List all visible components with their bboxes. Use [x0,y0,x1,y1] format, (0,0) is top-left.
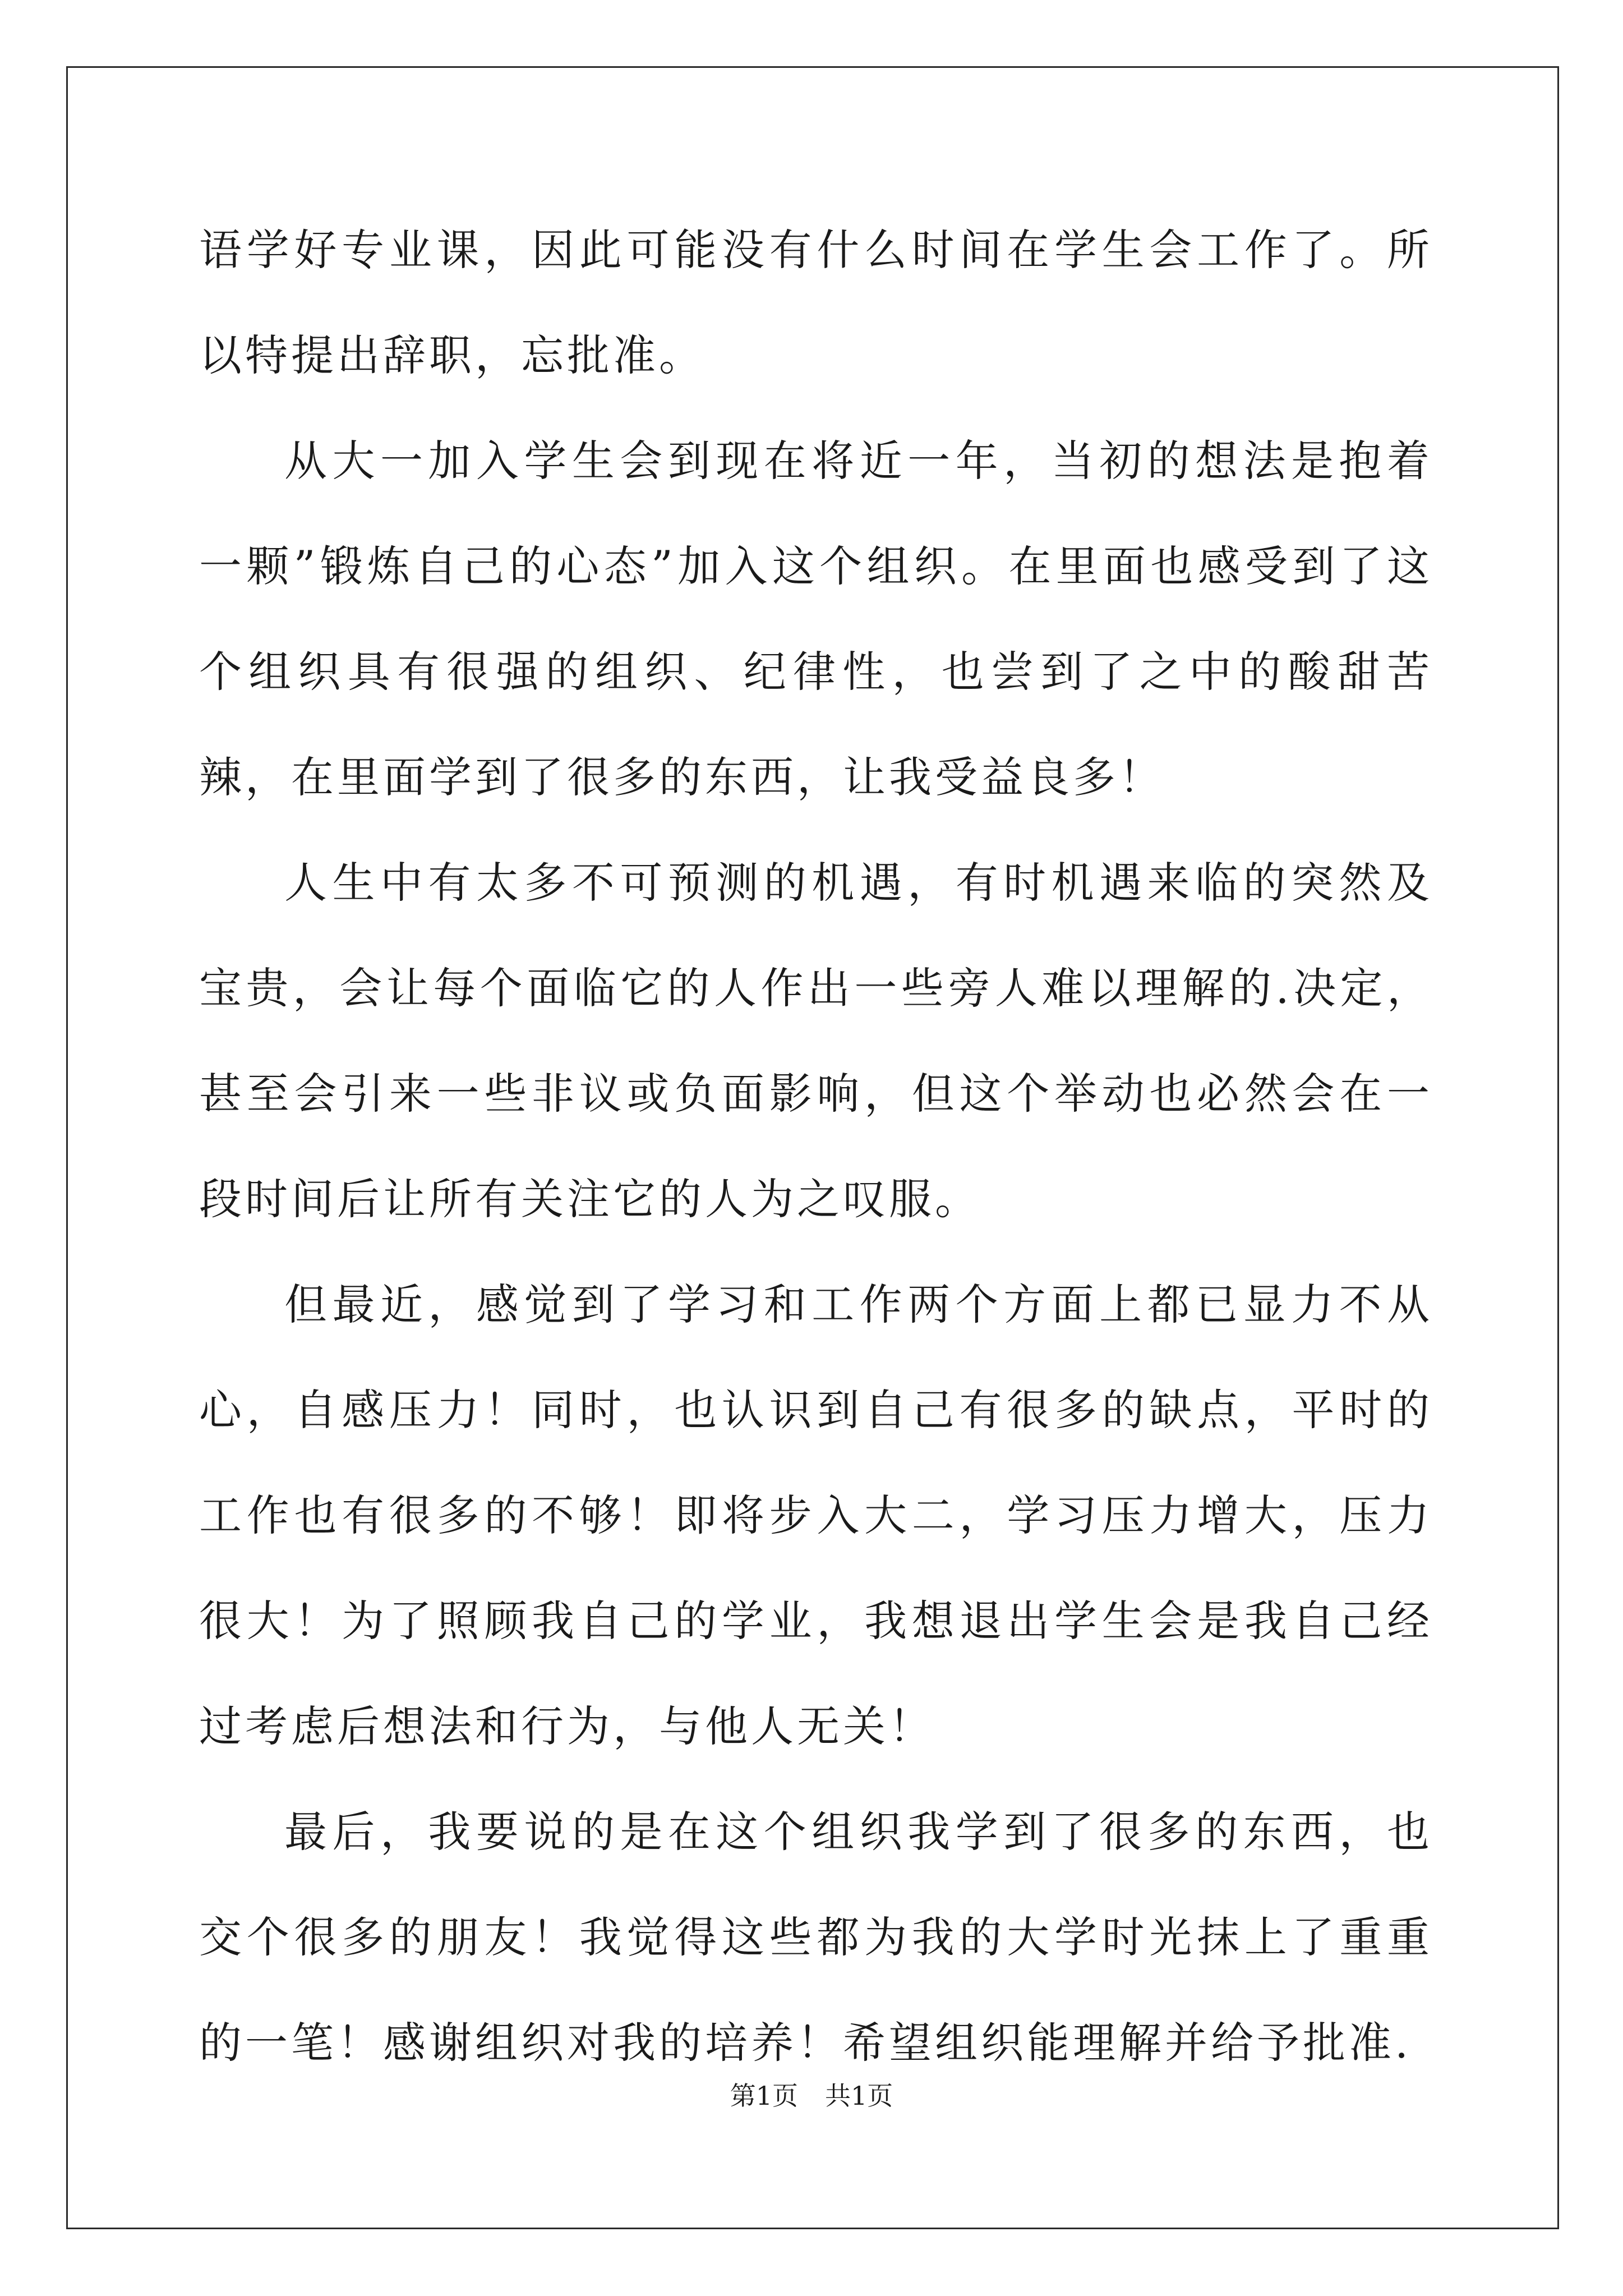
page-number-current: 第1页 [730,2081,798,2111]
paragraph-recent-pressure: 但最近，感觉到了学习和工作两个方面上都已显力不从心，自感压力！同时，也认识到自己有很多的缺点，平时的工作也有很多的不够！即将步入大二，学习压力增大，压力很大！为了照顾我自己的学业，我想退出学生会是我自己经过考虑后想法和行为，与他人无关！ [199,1280,1433,1751]
page-number-total: 共1页 [825,2081,893,2111]
paragraph-continuation: 语学好专业课，因此可能没有什么时间在学生会工作了。所以特提出辞职，忘批准。 [199,225,1433,380]
paragraph-closing-thanks: 最后，我要说的是在这个组织我学到了很多的东西，也交个很多的朋友！我觉得这些都为我的大学时光抹上了重重的一笔！感谢组织对我的培养！希望组织能理解并给予批准. [199,1807,1433,2068]
document-body [199,197,1433,2096]
page-footer [0,2076,1623,2113]
paragraph-joining-student-union: 从大一加入学生会到现在将近一年，当初的想法是抱着一颗”锻炼自己的心态”加入这个组织。在里面也感受到了这个组织具有很强的组织、纪律性，也尝到了之中的酸甜苦辣，在里面学到了很多的东西，让我受益良多！ [199,436,1433,802]
paragraph-life-opportunities: 人生中有太多不可预测的机遇，有时机遇来临的突然及宝贵，会让每个面临它的人作出一些旁人难以理解的.决定，甚至会引来一些非议或负面影响，但这个举动也必然会在一段时间后让所有关注它的人为之叹服。 [199,858,1433,1224]
